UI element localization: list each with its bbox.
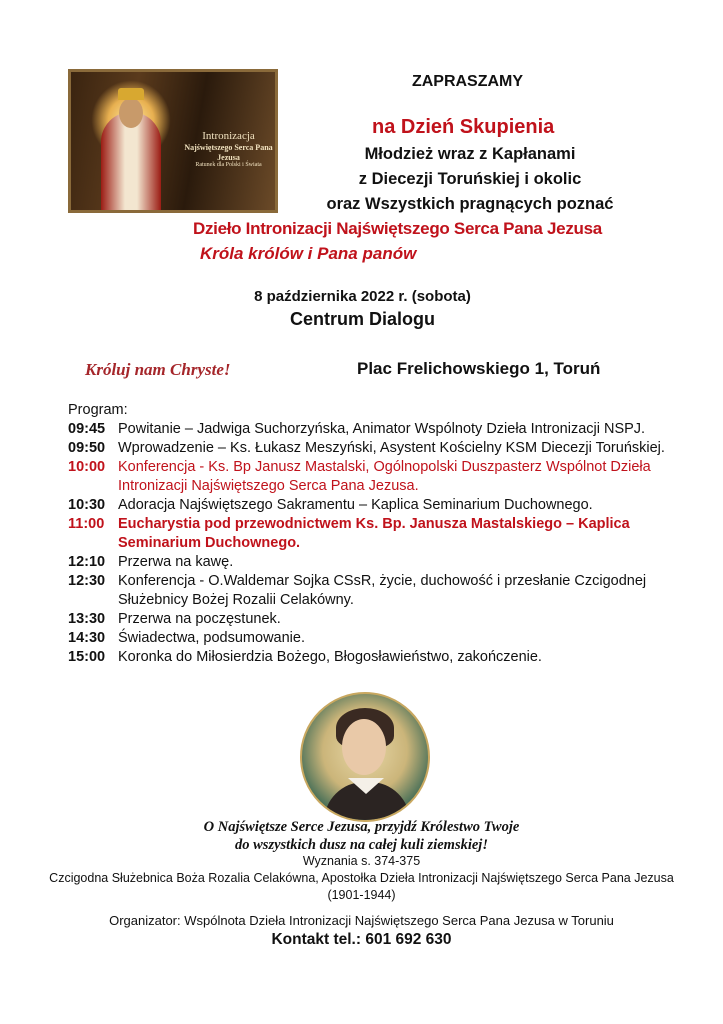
program [68,401,668,667]
work-title: Dzieło Intronizacji Najświętszego Serca Pana Jezusa [193,219,602,238]
audience-line-1: Młodzież wraz z Kapłanami [364,145,576,163]
program-description: Adoracja Najświętszego Sakramentu – Kaplica Seminarium Duchownego. [118,497,593,513]
program-item [68,610,668,629]
audience-line-2: z Diecezji Toruńskiej i okolic [358,170,582,188]
king-subtitle: Króla królów i Pana panów [200,244,417,263]
program-description: Przerwa na poczęstunek. [118,611,281,627]
program-item [68,515,668,553]
program-description: Eucharystia pod przewodnictwem Ks. Bp. Janusza Mastalskiego – Kaplica Seminarium Duchownego. [118,516,630,551]
program-description: Przerwa na kawę. [118,554,234,570]
christ-the-king-image: Intronizacja Najświętszego Serca Pana Jezusa Ratunek dla Polski i Świata [68,69,278,213]
program-description: Konferencja - Ks. Bp Janusz Mastalski, Ogólnopolski Duszpasterz Wspólnot Dzieła Intronizacji Najświętszego Serca Pana Jezusa. [118,459,651,494]
audience-line-3: oraz Wszystkich pragnących poznać [326,195,614,213]
program-time: 09:45 [68,421,106,437]
program-item [68,496,668,515]
contact-phone: Kontakt tel.: 601 692 630 [271,931,452,948]
program-time: 12:30 [68,573,106,589]
program-item [68,439,668,458]
program-time: 10:00 [68,459,106,475]
quote-author: Czcigodna Służebnica Boża Rozalia Celakówna, Apostołka Dzieła Intronizacji Najświętszego Serca Pana Jezusa [49,871,674,885]
program-time: 10:30 [68,497,106,513]
program-item [68,648,668,667]
venue-name: Centrum Dialogu [289,309,435,329]
event-date: 8 października 2022 r. (sobota) [254,288,471,305]
author-years: (1901-1944) [327,888,396,902]
quote-line-1: O Najświętsze Serce Jezusa, przyjdź Królestwo Twoje [203,819,520,835]
program-description: Koronka do Miłosierdzia Bożego, Błogosławieństwo, zakończenie. [118,649,542,665]
program-time: 13:30 [68,611,106,627]
program-item [68,420,668,439]
program-description: Wprowadzenie – Ks. Łukasz Meszyński, Asystent Kościelny KSM Diecezji Toruńskiej. [118,440,665,456]
program-label: Program: [68,402,128,418]
invite-heading: ZAPRASZAMY [411,73,524,90]
program-time: 12:10 [68,554,106,570]
event-title: na Dzień Skupienia [372,116,555,138]
motto: Króluj nam Chryste! [85,360,231,379]
program-item [68,572,668,610]
program-item [68,553,668,572]
program-item [68,629,668,648]
quote-source: Wyznania s. 374-375 [302,854,421,868]
quote-line-2: do wszystkich dusz na całej kuli ziemskiej! [235,837,488,853]
program-time: 14:30 [68,630,106,646]
program-time: 15:00 [68,649,106,665]
venue-address: Plac Frelichowskiego 1, Toruń [357,359,601,378]
program-time: 11:00 [68,516,105,532]
organizer: Organizator: Wspólnota Dzieła Intronizacji Najświętszego Serca Pana Jezusa w Toruniu [109,913,614,928]
program-description: Świadectwa, podsumowanie. [118,630,305,646]
program-description: Konferencja - O.Waldemar Sojka CSsR, życie, duchowość i przesłanie Czcigodnej Służebnicy Bożej Rozalii Celakówny. [118,573,647,608]
program-description: Powitanie – Jadwiga Suchorzyńska, Animator Wspólnoty Dzieła Intronizacji NSPJ. [118,421,646,437]
program-time: 09:50 [68,440,106,456]
program-item [68,458,668,496]
rozalia-celakowna-portrait [300,692,430,822]
